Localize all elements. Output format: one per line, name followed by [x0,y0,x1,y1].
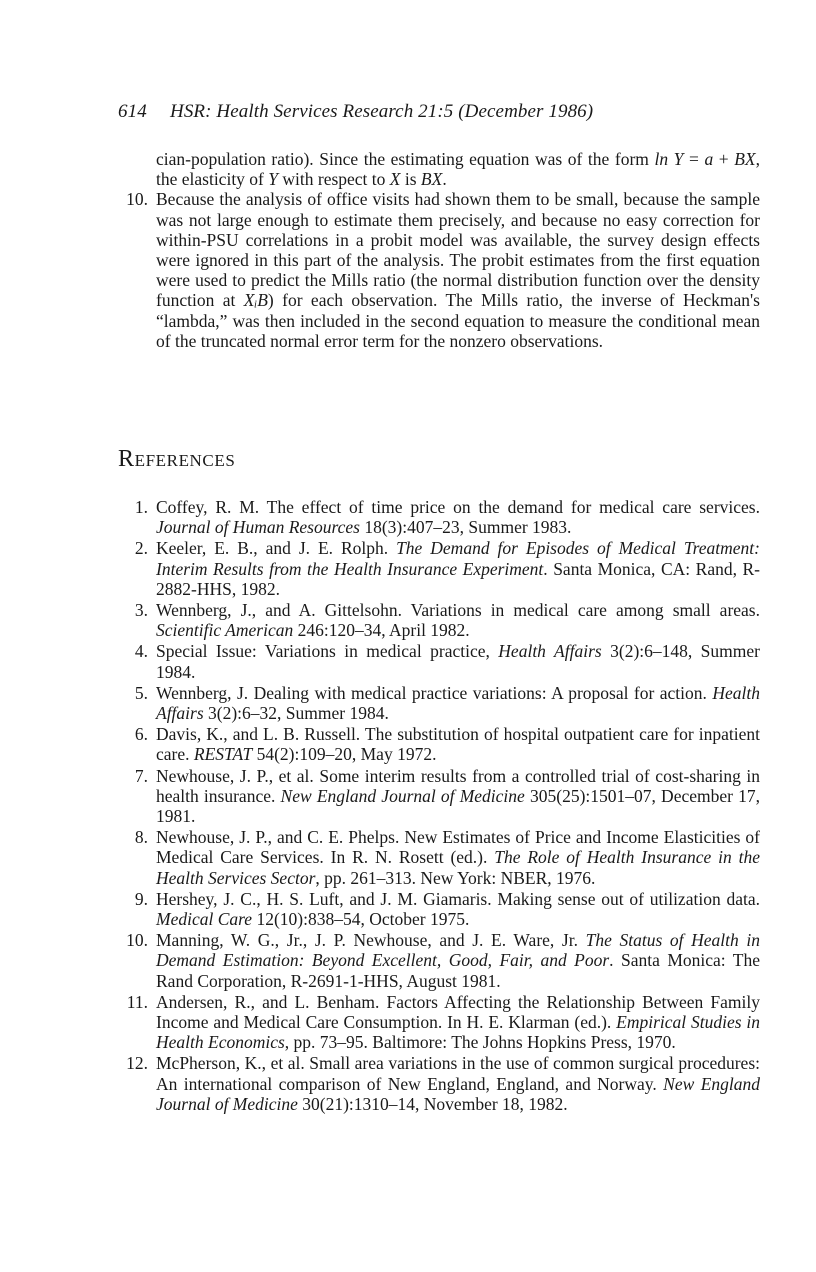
reference-text: Andersen, R., and L. Benham. Factors Affecting the Relationship Between Family Income and Medical Care Consumption. In H. E. Klarman (ed.). [156,991,760,1033]
reference-text: Wennberg, J. Dealing with medical practice variations: A proposal for action. [156,682,713,703]
reference-number: 9. [134,888,148,909]
reference-item [110,766,760,827]
note-text: cian-population ratio). Since the estimating equation was of the form [156,149,655,169]
reference-number: 4. [134,641,148,662]
note-10 [110,189,760,351]
references-heading: References [118,446,236,472]
reference-text: 246:120–34, April 1982. [293,620,470,641]
reference-item [110,1053,760,1114]
reference-text: 30(21):1310–14, November 18, 1982. [297,1093,568,1114]
reference-item [110,930,760,991]
reference-text: Wennberg, J., and A. Gittelsohn. Variations in medical care among small areas. [156,600,760,621]
reference-text: Hershey, J. C., H. S. Luft, and J. M. Giamaris. Making sense out of utilization data. [156,888,760,909]
note-text: is [400,169,421,190]
math-expression: a [704,149,714,169]
reference-text: 3(2):6–148, Summer 1984. [156,641,760,682]
reference-item [110,992,760,1053]
reference-source: Medical Care [156,909,253,930]
reference-text: 18(3):407–23, Summer 1983. [359,517,572,538]
note-text: . [442,169,447,190]
reference-text: . Santa Monica, CA: Rand, R-2882-HHS, 1982. [156,558,760,599]
note-text: , the elasticity of [156,149,760,190]
reference-source: Journal of Human Resources [156,517,360,538]
reference-text: 54(2):109–20, May 1972. [252,744,437,765]
note-text: with respect to [278,169,390,190]
reference-text: Newhouse, J. P., et al. Some interim results from a controlled trial of cost-sharing in health insurance. [156,765,760,806]
reference-source: Health Affairs [156,682,760,724]
reference-number: 12. [126,1053,148,1074]
reference-source: The Status of Health in Demand Estimation: Beyond Excellent, Good, Fair, and Poor [156,930,760,971]
math-expression: ln Y [654,149,684,169]
reference-item [110,827,760,888]
note-number: 10. [126,189,148,210]
reference-text: . Santa Monica: The Rand Corporation, R-2691-1-HHS, August 1981. [156,950,760,991]
note-text: + [713,149,735,169]
endnotes [110,149,760,351]
note-continuation [110,149,760,189]
references-list [110,497,760,1115]
reference-number: 11. [126,991,148,1012]
reference-text: McPherson, K., et al. Small area variations in the use of common surgical procedures: An international comparison of New England, England, and Norway. [156,1053,760,1094]
running-head [118,101,593,123]
reference-number: 2. [134,538,148,559]
reference-number: 6. [134,724,148,745]
math-expression: X [389,169,401,190]
reference-text: Keeler, E. B., and J. E. Rolph. [156,538,397,559]
reference-text: 12(10):838–54, October 1975. [252,909,470,930]
reference-item [110,538,760,599]
note-text: = [683,149,705,169]
reference-number: 5. [134,682,148,703]
reference-source: Empirical Studies in Health Economics [156,1012,761,1053]
math-expression: Y [268,169,278,190]
reference-item [110,889,760,929]
reference-source: Health Affairs [498,641,602,662]
reference-source: New England Journal of Medicine [280,785,525,806]
reference-item [110,600,760,640]
reference-source: The Demand for Episodes of Medical Treatment: Interim Results from the Health Insurance Experiment [156,538,760,579]
journal-title: HSR: Health Services Research 21:5 (December 1986) [170,101,594,122]
reference-number: 3. [134,600,148,621]
math-expression: XᵢB [243,290,268,311]
reference-text: Special Issue: Variations in medical practice, [156,641,499,662]
reference-text: 305(25):1501–07, December 17, 1981. [156,785,760,827]
reference-number: 10. [126,930,148,951]
reference-text: Davis, K., and L. B. Russell. The substitution of hospital outpatient care for inpatient care. [156,724,760,765]
reference-text: 3(2):6–32, Summer 1984. [203,703,389,724]
reference-text: Coffey, R. M. The effect of time price on the demand for medical care services. [156,497,760,517]
reference-text: , pp. 73–95. Baltimore: The Johns Hopkins Press, 1970. [284,1032,676,1053]
reference-source: Scientific American [156,620,294,641]
reference-source: The Role of Health Insurance in the Health Services Sector [156,847,760,888]
note-text: ) for each observation. The Mills ratio, the inverse of Heckman's “lambda,” was then included in the second equation to measure the conditional mean of the truncated normal error term for the nonzero observations. [156,290,760,351]
reference-item [110,724,760,764]
note-text: Because the analysis of office visits had shown them to be small, because the sample was not large enough to estimate them precisely, and because no easy correction for within-PSU correlations in a probit model was available, the survey design effects were ignored in this part of the analysis. The probit estimates from the first equation were used to predict the Mills ratio (the normal distribution function over the density function at [156,189,760,311]
reference-number: 8. [134,827,148,848]
reference-source: New England Journal of Medicine [156,1073,760,1114]
reference-text: Manning, W. G., Jr., J. P. Newhouse, and J. E. Ware, Jr. [156,930,586,951]
page-number: 614 [118,101,147,122]
reference-number: 1. [134,497,148,517]
reference-text: Newhouse, J. P., and C. E. Phelps. New Estimates of Price and Income Elasticities of Medical Care Services. In R. N. Rosett (ed.). [156,827,760,868]
reference-item [110,497,760,537]
math-expression: BX [734,149,756,169]
reference-text: , pp. 261–313. New York: NBER, 1976. [315,867,596,888]
reference-source: RESTAT [193,744,253,765]
reference-number: 7. [134,765,148,786]
math-expression: BX [420,169,443,190]
reference-item [110,683,760,723]
reference-item [110,641,760,681]
